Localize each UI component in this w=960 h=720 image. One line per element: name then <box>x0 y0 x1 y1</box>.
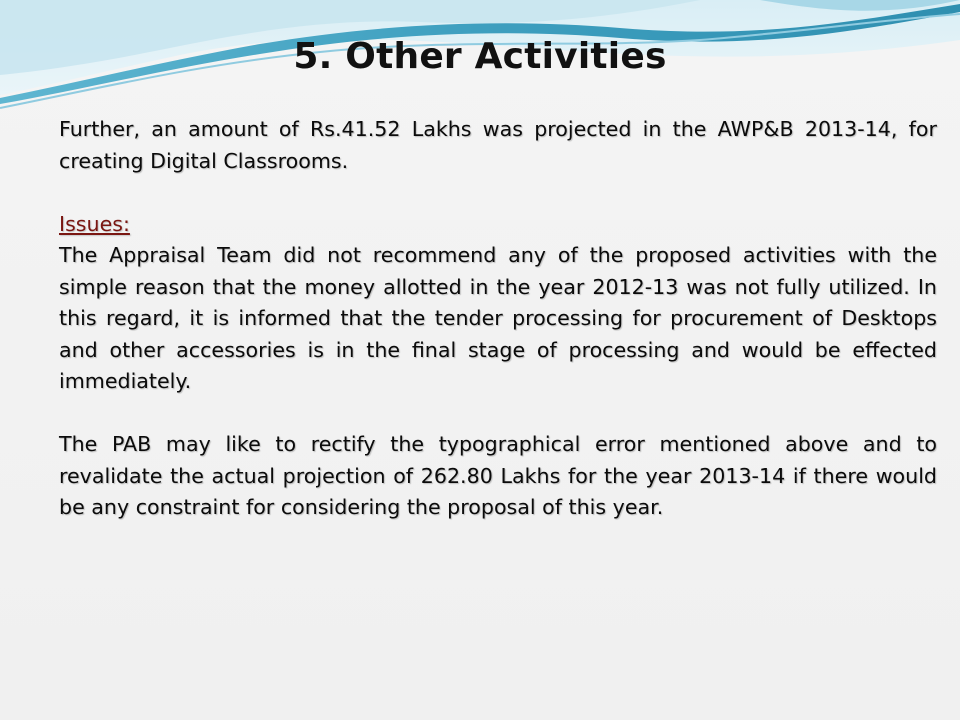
paragraph-spacer <box>59 177 937 209</box>
paragraph-spacer <box>59 398 937 430</box>
slide-title: 5. Other Activities <box>293 36 667 77</box>
paragraph-pab-request: The PAB may like to rectify the typographical error mentioned above and to revalidate the actual projection of 262.80 Lakhs for the year 2013-14 if there would be any constraint for considering the proposal of this year. <box>59 432 937 519</box>
paragraph-digital-classrooms: Further, an amount of Rs.41.52 Lakhs was projected in the AWP&B 2013-14, for creating Digital Classrooms. <box>59 117 937 173</box>
paragraph-appraisal-team: The Appraisal Team did not recommend any of the proposed activities with the simple reason that the money allotted in the year 2012-13 was not fully utilized. In this regard, it is informed that the tender processing for procurement of Desktops and other accessories is in the final stage of processing and would be effected immediately. <box>59 243 937 393</box>
slide-body <box>59 114 937 524</box>
issues-heading: Issues: <box>59 211 130 236</box>
